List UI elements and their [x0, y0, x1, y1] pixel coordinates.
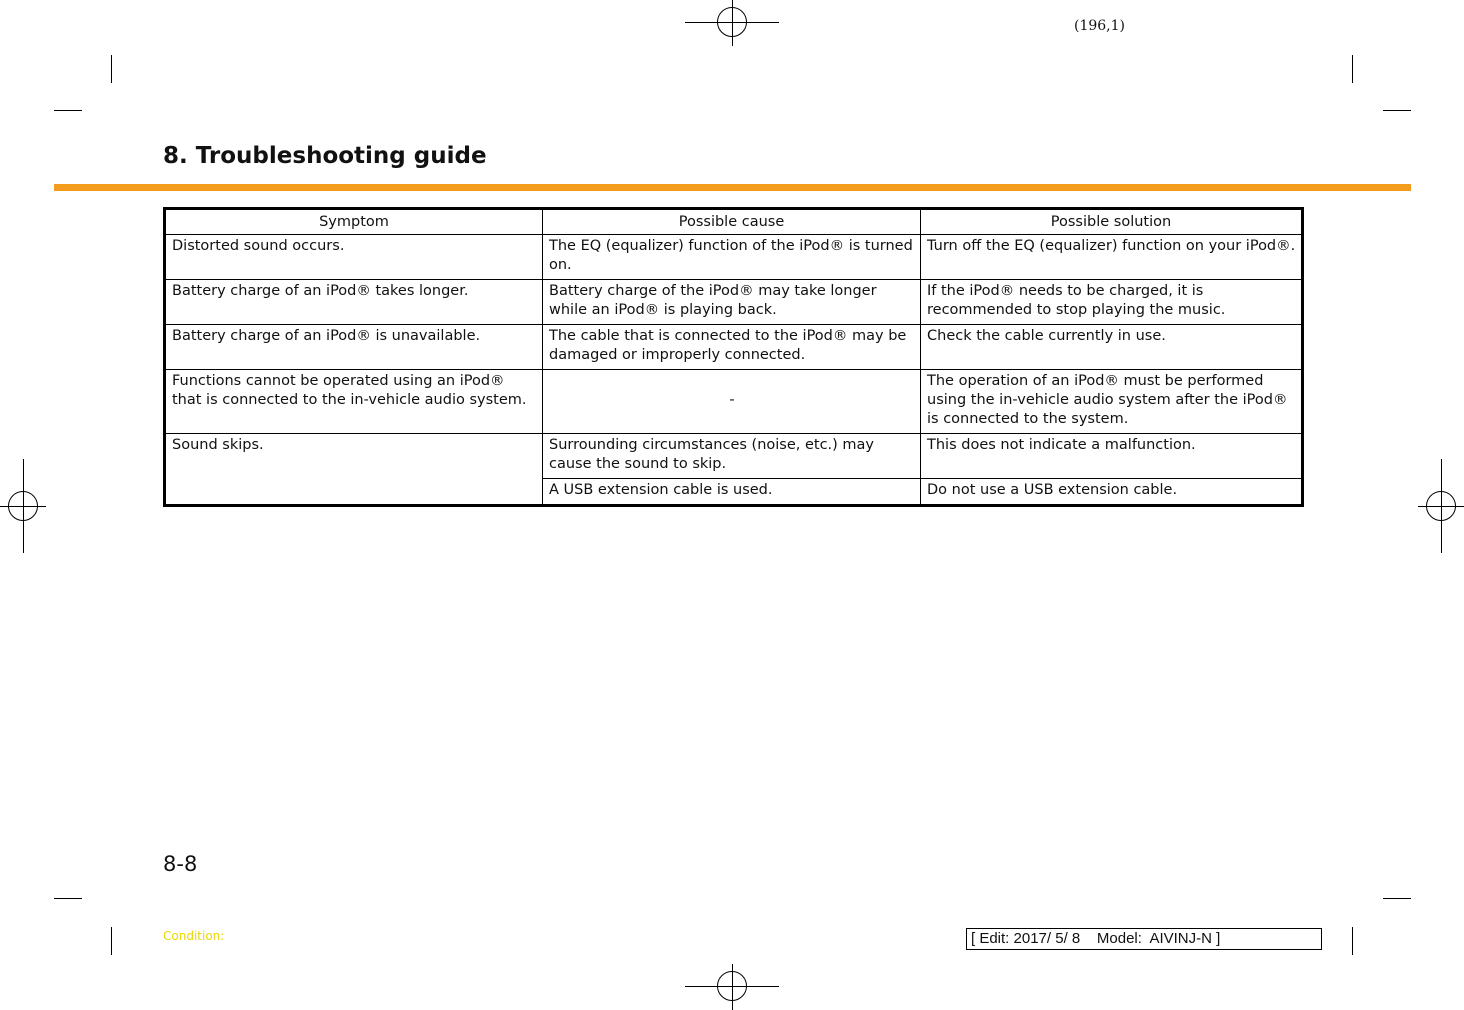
troubleshooting-table	[163, 207, 1304, 507]
page-number: 8-8	[163, 852, 198, 876]
solution-cell: The operation of an iPod® must be performed using the in-vehicle audio system after the iPod® is connected to the system.	[921, 370, 1303, 434]
registration-mark	[717, 971, 747, 1001]
cause-cell: The EQ (equalizer) function of the iPod® is turned on.	[543, 235, 921, 280]
cause-cell: Battery charge of the iPod® may take longer while an iPod® is playing back.	[543, 280, 921, 325]
table-row	[165, 235, 1303, 280]
crop-mark	[54, 898, 82, 899]
crop-mark	[111, 927, 112, 955]
condition-label: Condition:	[163, 929, 225, 943]
crop-mark	[1383, 110, 1411, 111]
table-row	[165, 325, 1303, 370]
crop-mark	[54, 110, 82, 111]
cause-cell: A USB extension cable is used.	[543, 479, 921, 506]
crop-mark	[111, 55, 112, 83]
table-row	[165, 434, 1303, 479]
symptom-cell: Distorted sound occurs.	[165, 235, 543, 280]
symptom-cell: Battery charge of an iPod® is unavailable.	[165, 325, 543, 370]
crop-mark	[1383, 898, 1411, 899]
crop-mark	[1352, 927, 1353, 955]
page-title: 8. Troubleshooting guide	[163, 143, 487, 169]
table-header-row	[165, 209, 1303, 235]
cause-cell: The cable that is connected to the iPod® may be damaged or improperly connected.	[543, 325, 921, 370]
registration-mark	[8, 491, 38, 521]
registration-mark	[1426, 491, 1456, 521]
column-header-cause: Possible cause	[543, 209, 921, 235]
column-header-symptom: Symptom	[165, 209, 543, 235]
page-code: (196,1)	[1074, 18, 1126, 34]
table-row	[165, 370, 1303, 434]
table-row	[165, 280, 1303, 325]
cause-cell: -	[543, 370, 921, 434]
column-header-solution: Possible solution	[921, 209, 1303, 235]
symptom-cell: Sound skips.	[165, 434, 543, 506]
solution-cell: Turn off the EQ (equalizer) function on your iPod®.	[921, 235, 1303, 280]
section-rule	[54, 184, 1411, 191]
registration-mark	[717, 7, 747, 37]
cause-cell: Surrounding circumstances (noise, etc.) may cause the sound to skip.	[543, 434, 921, 479]
solution-cell: If the iPod® needs to be charged, it is recommended to stop playing the music.	[921, 280, 1303, 325]
solution-cell: Check the cable currently in use.	[921, 325, 1303, 370]
symptom-cell: Battery charge of an iPod® takes longer.	[165, 280, 543, 325]
crop-mark	[1352, 55, 1353, 83]
solution-cell: Do not use a USB extension cable.	[921, 479, 1303, 506]
edit-info-box: [ Edit: 2017/ 5/ 8 Model: AIVINJ-N ]	[966, 928, 1322, 950]
symptom-cell: Functions cannot be operated using an iPod® that is connected to the in-vehicle audio system.	[165, 370, 543, 434]
solution-cell: This does not indicate a malfunction.	[921, 434, 1303, 479]
